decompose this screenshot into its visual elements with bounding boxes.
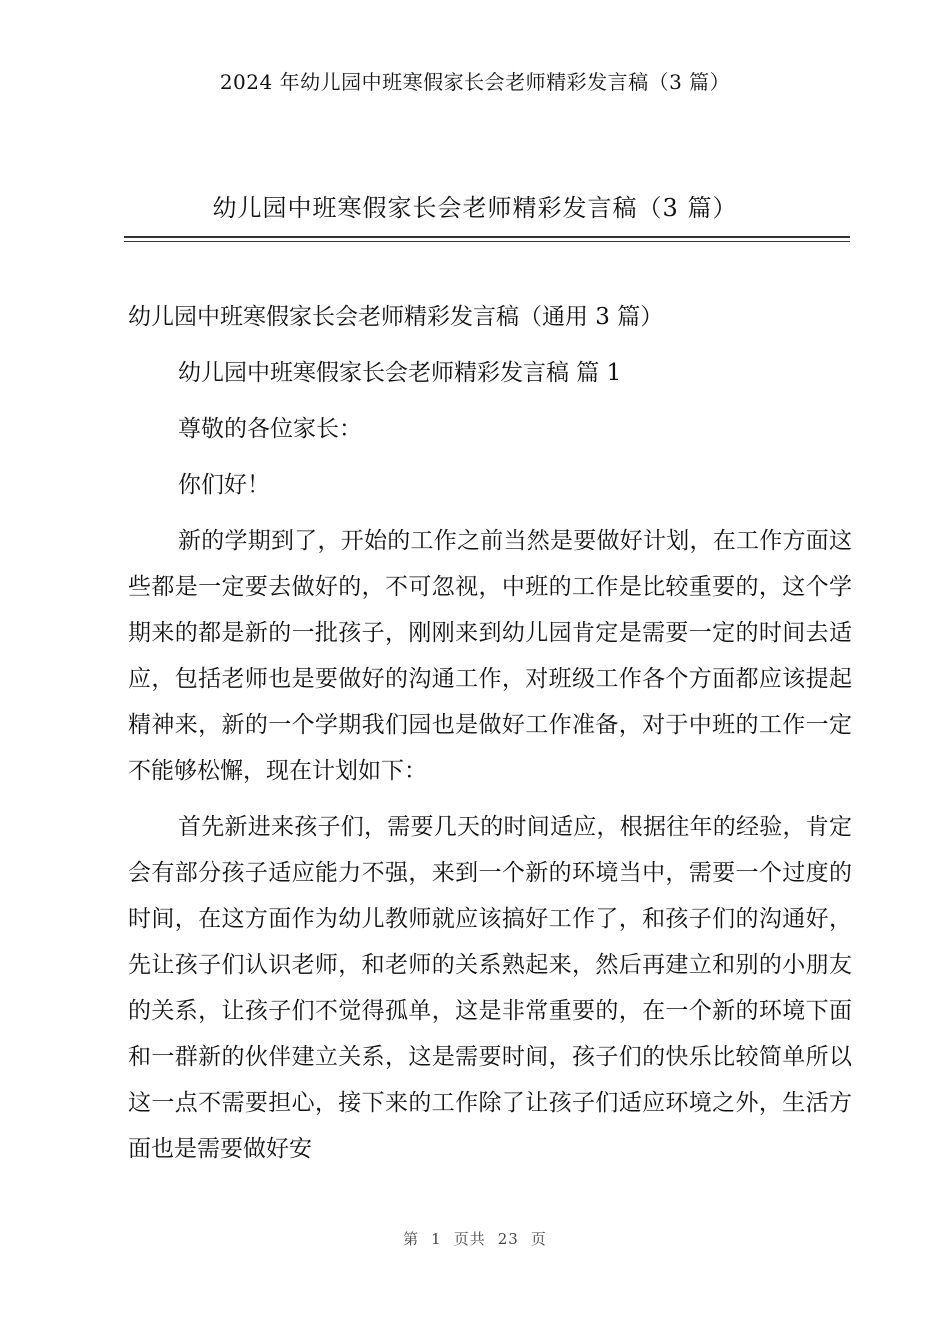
title-divider: [124, 236, 850, 238]
body-paragraph-1: 新的学期到了，开始的工作之前当然是要做好计划，在工作方面这些都是一定要去做好的，不可忽视，中班的工作是比较重要的，这个学期来的都是新的一批孩子，刚刚来到幼儿园肯定是需要一定的时间去适应，包括老师也是要做好的沟通工作，对班级工作各个方面都应该提起精神来，新的一个学期我们园也是做好工作准备，对于中班的工作一定不能够松懈，现在计划如下：: [128, 528, 852, 784]
title-divider-thin: [124, 241, 850, 242]
footer-page-number: 1: [431, 1230, 442, 1248]
document-subtitle: 幼儿园中班寒假家长会老师精彩发言稿（通用 3 篇）: [128, 304, 664, 330]
page-footer: [0, 1228, 950, 1249]
body-paragraph-2: 首先新进来孩子们，需要几天的时间适应，根据往年的经验，肯定会有部分孩子适应能力不强，来到一个新的环境当中，需要一个过度的时间，在这方面作为幼儿教师就应该搞好工作了，和孩子们的沟通好，先让孩子们认识老师，和老师的关系熟起来，然后再建立和别的小朋友的关系，让孩子们不觉得孤单，这是非常重要的，在一个新的环境下面和一群新的伙伴建立关系，这是需要时间，孩子们的快乐比较简单所以这一点不需要担心，接下来的工作除了让孩子们适应环境之外，生活方面也是需要做好安: [128, 814, 852, 1162]
footer-page-total: 23: [497, 1230, 519, 1248]
document-title: 幼儿园中班寒假家长会老师精彩发言稿（3 篇）: [212, 194, 738, 222]
footer-prefix: 第: [403, 1230, 420, 1248]
section-heading: 幼儿园中班寒假家长会老师精彩发言稿 篇 1: [178, 360, 622, 386]
footer-mid: 页共: [453, 1230, 486, 1248]
greeting: 你们好！: [178, 472, 270, 498]
salutation: 尊敬的各位家长：: [178, 416, 362, 442]
running-header: 2024 年幼儿园中班寒假家长会老师精彩发言稿（3 篇）: [219, 70, 731, 94]
footer-suffix: 页: [530, 1230, 547, 1248]
document-body: [128, 294, 852, 1182]
